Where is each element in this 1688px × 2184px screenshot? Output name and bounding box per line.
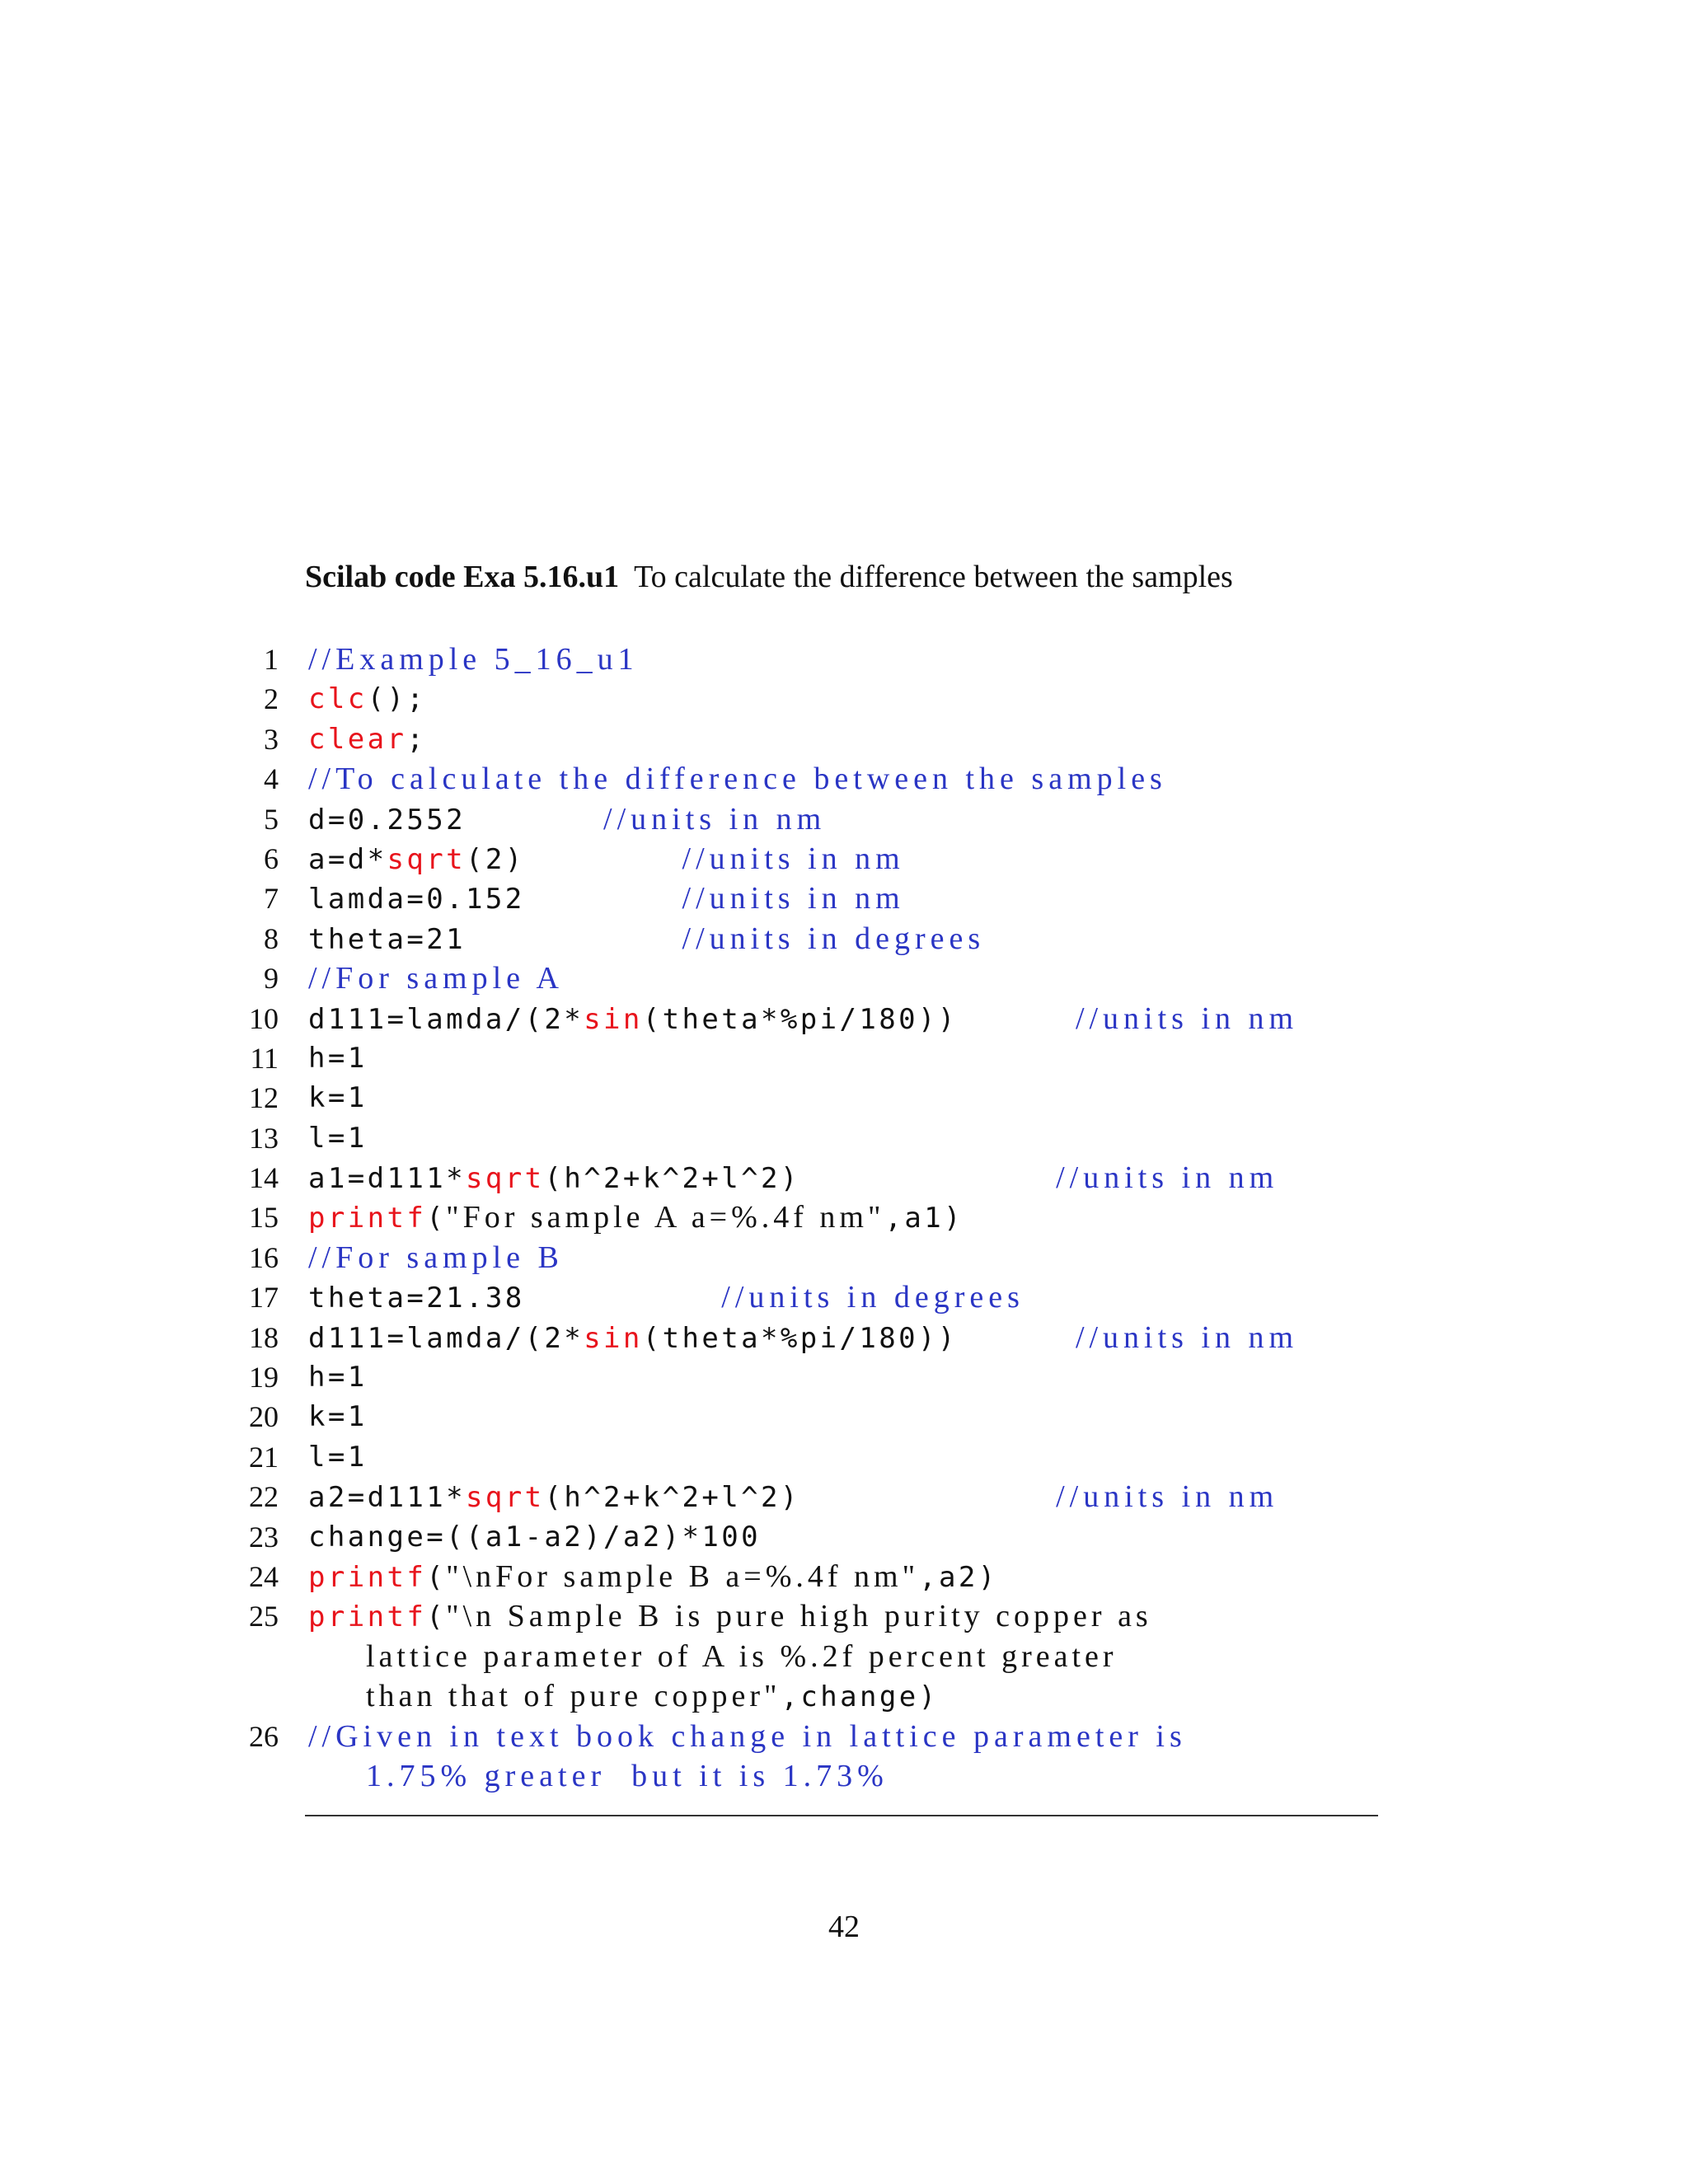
line-number: 17 [249,1281,279,1315]
code-token: ( [426,1202,447,1235]
code-token: d111=lamda/(2* [308,1002,584,1036]
function-token: printf [308,1202,427,1235]
line-number: 10 [249,1001,279,1035]
line-number: 6 [264,841,279,875]
comment-token: //Example 5_16_u1 [308,642,639,677]
line-code [308,1517,761,1563]
function-token: clc [308,682,368,716]
listing-rule [305,1815,1378,1816]
code-token: (); [367,682,427,716]
line-code [308,1397,368,1442]
code-token: (theta*%pi/180)) [642,1321,1076,1355]
caption-title: To calculate the difference between the samples [634,560,1233,594]
code-token: change=((a1-a2)/a2)*100 [308,1520,762,1554]
comment-token: 1.75% greater but it is 1.73% [366,1758,889,1793]
code-token: theta=21.38 [308,1282,722,1315]
line-code [308,719,426,765]
line-code [308,1357,368,1403]
string-token: "For sample A a=%.4f nm" [446,1200,885,1235]
code-line [239,1717,1393,1756]
comment-token: //Given in text book change in lattice parameter is [308,1718,1187,1754]
code-line [239,799,1393,839]
line-code [308,1078,368,1123]
page-number: 42 [828,1910,860,1944]
code-token: h=1 [308,1361,368,1394]
line-number: 7 [264,882,279,916]
code-line [239,759,1393,799]
code-line-continuation [239,1637,1393,1676]
code-token: k=1 [308,1400,368,1434]
function-token: sin [584,1321,643,1355]
code-token: d111=lamda/(2* [308,1321,584,1355]
code-token: theta=21 [308,922,682,956]
code-token: (2) [465,842,682,876]
line-code [308,1756,889,1802]
code-line [239,879,1393,918]
code-token: k=1 [308,1081,368,1115]
code-line-continuation [239,1756,1393,1796]
function-token: sqrt [465,1162,545,1196]
code-listing [239,640,1393,1796]
code-token: a2=d111* [308,1481,466,1515]
code-token: ,a1) [884,1202,964,1235]
code-token: ( [426,1601,447,1634]
comment-token: //units in nm [682,841,905,876]
code-token: ,change) [781,1680,939,1714]
code-token: ; [406,722,427,756]
comment-token: //To calculate the difference between the samples [308,762,1167,797]
code-line [239,719,1393,759]
code-line [239,1437,1393,1477]
code-line [239,1357,1393,1397]
line-code [308,1118,368,1164]
code-token: ,a2) [919,1560,998,1594]
string-token: than that of pure copper" [366,1679,781,1714]
line-number: 24 [249,1559,279,1593]
function-token: sqrt [387,842,466,876]
line-number: 14 [249,1161,279,1195]
code-line [239,1238,1393,1277]
code-line [239,1197,1393,1237]
line-code [308,1038,368,1084]
line-number: 15 [249,1201,279,1235]
code-token: a1=d111* [308,1162,466,1196]
comment-token: //units in nm [1056,1479,1279,1515]
line-code [308,1437,368,1483]
code-line [239,1158,1393,1197]
string-token: "\n Sample B is pure high purity copper as [446,1599,1152,1634]
code-line [239,1277,1393,1317]
comment-token: //units in nm [1075,1319,1299,1355]
code-line [239,640,1393,679]
function-token: printf [308,1560,427,1594]
code-token: d=0.2552 [308,803,604,837]
code-line [239,919,1393,958]
code-line [239,1557,1393,1596]
comment-token: //units in degrees [721,1280,1025,1315]
code-line [239,1397,1393,1436]
function-token: clear [308,722,407,756]
comment-token: //units in nm [1075,1001,1299,1036]
code-token: a=d* [308,842,387,876]
code-token: (theta*%pi/180)) [642,1002,1076,1036]
comment-token: //units in nm [603,801,827,837]
code-line [239,679,1393,719]
code-line [239,839,1393,879]
code-line [239,1517,1393,1557]
string-token: lattice parameter of A is %.2f percent greater [366,1638,1118,1674]
line-number: 11 [250,1041,279,1075]
code-token: (h^2+k^2+l^2) [544,1481,1057,1515]
code-token: l=1 [308,1121,368,1155]
code-line [239,1596,1393,1636]
code-line [239,1477,1393,1516]
code-caption [305,559,1393,595]
code-token: (h^2+k^2+l^2) [544,1162,1057,1196]
code-token: ( [426,1560,447,1594]
comment-token: //units in degrees [682,921,986,956]
code-token: h=1 [308,1041,368,1075]
line-number: 22 [249,1480,279,1514]
line-number: 5 [264,802,279,836]
comment-token: //For sample B [308,1240,564,1275]
line-number: 20 [249,1400,279,1434]
code-line [239,958,1393,998]
line-number: 12 [249,1081,279,1115]
line-number: 8 [264,921,279,955]
code-line [239,1318,1393,1357]
comment-token: //For sample A [308,961,564,996]
line-number: 1 [264,643,279,676]
code-token: l=1 [308,1440,368,1474]
function-token: printf [308,1601,427,1634]
line-number: 2 [264,682,279,716]
line-number: 13 [249,1121,279,1155]
line-number: 21 [249,1440,279,1474]
line-number: 4 [264,762,279,796]
line-number: 26 [249,1719,279,1753]
line-number: 9 [264,962,279,996]
caption-label: Scilab code Exa 5.16.u1 [305,560,620,594]
comment-token: //units in nm [1056,1160,1279,1196]
line-number: 23 [249,1520,279,1554]
code-line-continuation [239,1676,1393,1716]
function-token: sin [584,1002,643,1036]
line-number: 18 [249,1320,279,1354]
line-number: 16 [249,1240,279,1274]
line-code [308,679,426,724]
code-line [239,999,1393,1038]
line-number: 3 [264,722,279,756]
code-line [239,1038,1393,1078]
line-number: 19 [249,1361,279,1394]
comment-token: //units in nm [682,881,905,916]
code-token: lamda=0.152 [308,883,682,916]
string-token: "\nFor sample B a=%.4f nm" [446,1558,920,1594]
line-number: 25 [249,1600,279,1633]
code-line [239,1078,1393,1118]
function-token: sqrt [465,1481,545,1515]
code-line [239,1118,1393,1158]
